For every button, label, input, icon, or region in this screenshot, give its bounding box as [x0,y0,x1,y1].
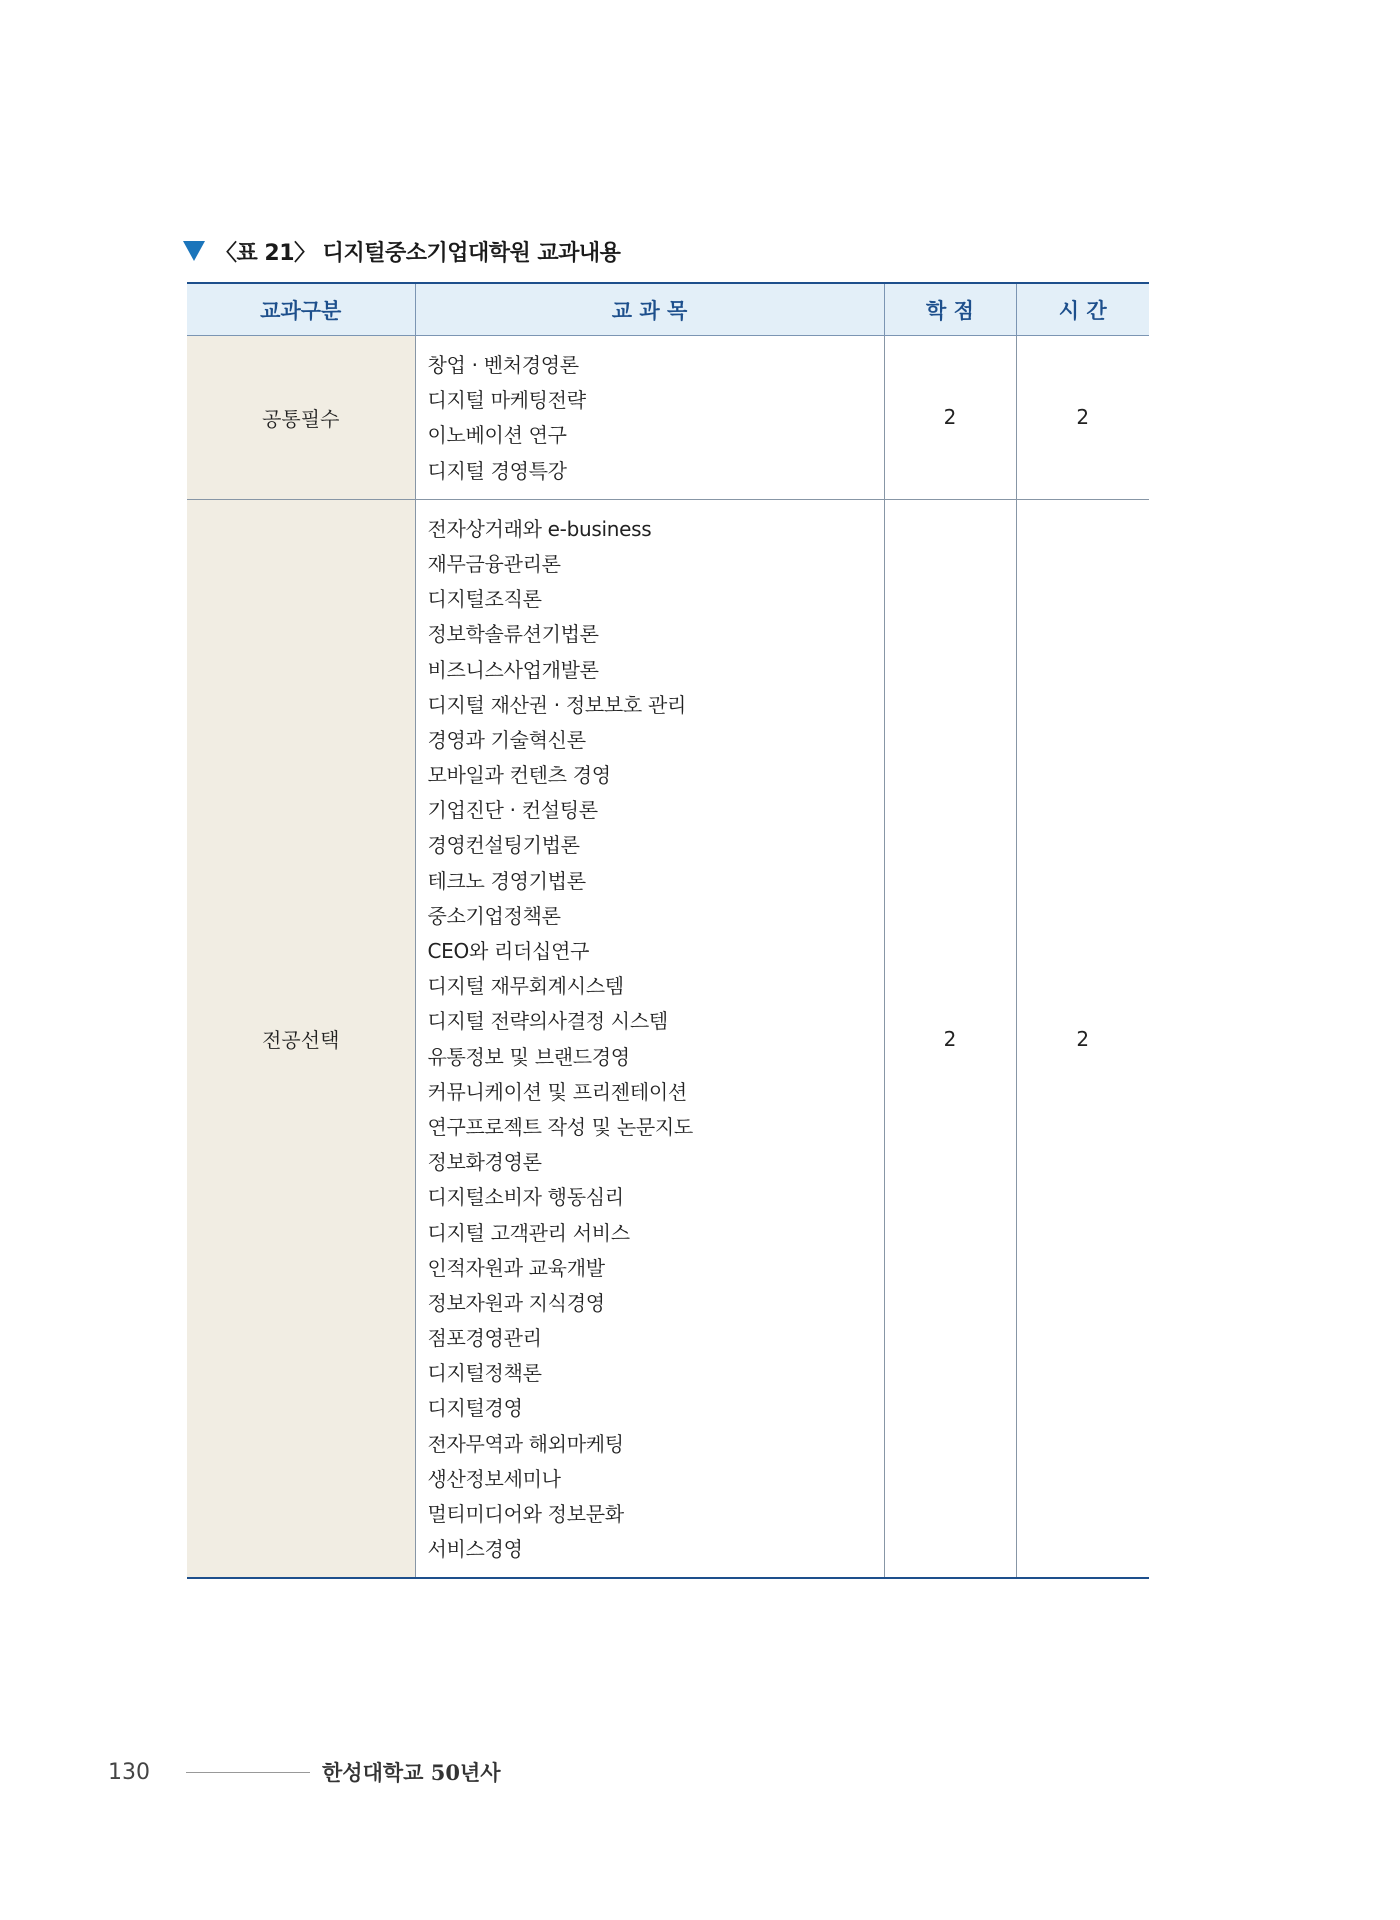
course-item: 디지털 고객관리 서비스 [427,1220,630,1245]
table-title: 〈표 21〉 디지털중소기업대학원 교과내용 [215,240,621,266]
header-category: 교과구분 [187,283,415,336]
course-item: 정보화경영론 [427,1150,542,1175]
course-item: 테크노 경영기법론 [427,868,586,893]
category-cell: 전공선택 [187,499,415,1578]
course-item: 재무금융관리론 [427,551,561,576]
course-item: 비즈니스사업개발론 [427,657,599,682]
table-caption [183,234,620,268]
course-item: 전자무역과 해외마케팅 [427,1431,624,1456]
book-title: 한성대학교 50년사 [322,1760,501,1785]
course-item: 점포경영관리 [427,1326,542,1351]
course-item: 경영컨설팅기법론 [427,833,580,858]
header-courses: 교 과 목 [415,283,884,336]
course-item: CEO와 리더십연구 [427,939,590,963]
course-item: 생산정보세미나 [427,1466,561,1491]
course-item: 디지털 전략의사결정 시스템 [427,1009,668,1034]
course-item: 창업 · 벤처경영론 [427,353,579,377]
course-item: 전자상거래와 e-business [427,516,652,541]
page-number: 130 [108,1759,150,1785]
course-item: 정보학솔류션기법론 [427,622,599,647]
table-row [187,336,1149,500]
course-item: 멀티미디어와 정보문화 [427,1502,624,1526]
course-item: 기업진단 · 컨설팅론 [427,798,598,823]
hours-cell: 2 [1016,499,1149,1578]
curriculum-table [187,282,1149,1579]
course-item: 디지털 마케팅전략 [427,388,586,413]
footer-divider [186,1772,310,1773]
course-item: 연구프로젝트 작성 및 논문지도 [427,1114,693,1139]
header-hours: 시 간 [1016,283,1149,336]
course-item: 디지털경영 [427,1396,523,1421]
course-item: 디지털 재무회계시스템 [427,974,624,999]
course-item: 서비스경영 [427,1537,523,1562]
course-item: 커뮤니케이션 및 프리젠테이션 [427,1079,687,1104]
course-item: 정보자원과 지식경영 [427,1290,605,1315]
course-item: 이노베이션 연구 [427,423,567,448]
courses-cell [415,499,884,1578]
course-item: 디지털 경영특강 [427,458,567,483]
header-credit: 학 점 [884,283,1016,336]
course-item: 디지털정책론 [427,1361,542,1386]
table-row [187,499,1149,1578]
triangle-down-icon [183,241,205,261]
credit-cell: 2 [884,499,1016,1578]
course-item: 경영과 기술혁신론 [427,727,586,752]
credit-cell: 2 [884,336,1016,500]
hours-cell: 2 [1016,336,1149,500]
course-item: 인적자원과 교육개발 [427,1255,605,1280]
category-cell: 공통필수 [187,336,415,500]
table-header-row [187,283,1149,336]
course-item: 디지털 재산권 · 정보보호 관리 [427,692,687,717]
course-item: 모바일과 컨텐츠 경영 [427,763,611,788]
course-item: 중소기업정책론 [427,903,561,928]
page-footer [108,1757,501,1787]
course-item: 디지털소비자 행동심리 [427,1185,624,1210]
course-item: 유통정보 및 브랜드경영 [427,1044,630,1069]
course-item: 디지털조직론 [427,587,542,612]
courses-cell [415,336,884,500]
